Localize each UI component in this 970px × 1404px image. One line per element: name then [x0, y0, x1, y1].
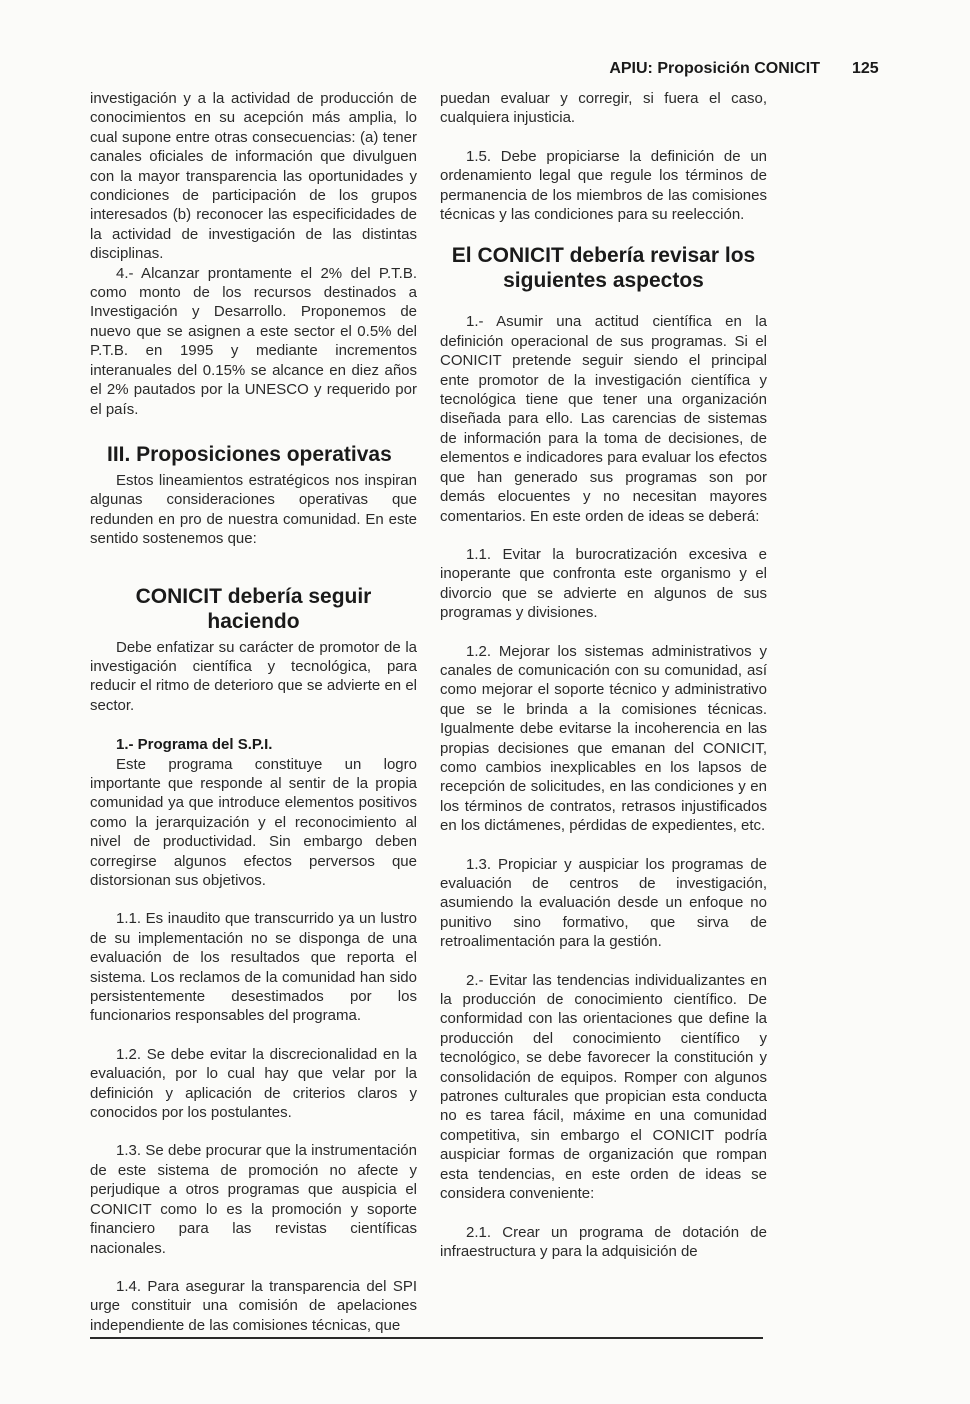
left-column: [90, 89, 417, 1335]
subsection-heading: CONICIT debería seguir haciendo: [135, 584, 372, 633]
paragraph: 1.5. Debe propiciarse la definición de un ordenamiento legal que regule los términos de permanencia de los miembros de las comisiones técnicas y las condiciones para su reelección.: [440, 147, 767, 224]
paragraph: 1.1. Evitar la burocratización excesiva e inoperante que confronta este organismo y el divorcio que se advierte en algunos de sus programas y divisiones.: [440, 545, 767, 622]
paragraph: 1.2. Mejorar los sistemas administrativos y canales de comunicación con su comunidad, así como mejorar el soporte técnico y administrativo que se le brinda a la comisiones técnicas. Igualmente debe evitarse la incoherencia en las propias decisiones que emanan del CONICIT, como cambios inexplicables en los lapsos de recepción de solicitudes, en las condiciones y en los términos de contratos, retrasos injustificados en los dictámenes, pérdidas de expedientes, etc.: [440, 642, 767, 835]
footer-rule: [90, 1337, 763, 1339]
paragraph: investigación y a la actividad de producción de conocimientos en su acepción más amplia, lo cual supone entre otras consecuencias: (a) tener canales oficiales de información que divulguen con la mayor transparencia las oportunidades y condiciones de participación de los grupos interesados (b) reconocer las especificidades de la actividad de investigación de las distintas disciplinas.: [90, 90, 417, 263]
right-column: [440, 89, 767, 1261]
paragraph: 4.- Alcanzar prontamente el 2% del P.T.B. como monto de los recursos destinados a Investigación y Desarrollo. Proponemos de nuevo que se asignen a este sector el 0.5% del P.T.B. en 1995 y mediante incrementos interanuales del 0.15% se alcance en diez años el 2% pautados por la UNESCO y requerido por el país.: [90, 264, 417, 418]
paragraph: 1.- Asumir una actitud científica en la definición operacional de sus programas. Si el CONICIT pretende seguir siendo el principal ente promotor de la investigación científica y tecnológica tiene que tener una organización diseñada para ello. Las carencias de sistemas de información para la toma de decisiones, de elementos e indicadores para evaluar los efectos que han generado sus programas son por demás elocuentes y no necesitan mayores comentarios. En este orden de ideas se deberá:: [440, 313, 767, 525]
subsection-heading: El CONICIT debería revisar los siguientes aspectos: [451, 244, 756, 293]
paragraph: Este programa constituye un logro importante que responde al sentir de la propia comunidad ya que introduce elementos positivos como la jerarquización y el reconocimiento al nivel de productividad. Sin embargo deben corregirse algunos efectos perversos que distorsionan sus objetivos.: [90, 755, 417, 889]
paragraph: 1.2. Se debe evitar la discrecionalidad en la evaluación, por lo cual hay que velar por la definición y aplicación de criterios claros y conocidos por los postulantes.: [90, 1045, 417, 1122]
paragraph: 1.3. Se debe procurar que la instrumentación de este sistema de promoción no afecte y perjudique a otros programas que auspicia el CONICIT como lo es la promoción y soporte financiero para las revistas científicas nacionales.: [90, 1142, 417, 1257]
running-header-title: APIU: Proposición CONICIT: [609, 60, 820, 77]
paragraph: 1.1. Es inaudito que transcurrido ya un lustro de su implementación no se disponga de una evaluación de los resultados que reporta el sistema. Los reclamos de la comunidad han sido persistentemente desestimados por los funcionarios responsables del programa.: [90, 910, 417, 1025]
paragraph: 2.1. Crear un programa de dotación de infraestructura y para la adquisición de: [440, 1223, 767, 1260]
program-heading: 1.- Programa del S.P.I.: [116, 736, 273, 754]
paragraph: 1.3. Propiciar y auspiciar los programas de evaluación de centros de investigación, asumiendo la evaluación desde un enfoque no punitivo sino formativo, que sirva de retroalimentación para la gestión.: [440, 855, 767, 951]
page-number: 125: [852, 60, 879, 77]
section-heading: III. Proposiciones operativas: [107, 442, 392, 466]
paragraph: puedan evaluar y corregir, si fuera el caso, cualquiera injusticia.: [440, 90, 767, 127]
paragraph: Estos lineamientos estratégicos nos inspiran algunas consideraciones operativas que redunden en pro de nuestra comunidad. En este sentido sostenemos que:: [90, 471, 417, 548]
paragraph: 2.- Evitar las tendencias individualizantes en la producción de conocimiento científico. De conformidad con las orientaciones que define la producción del conocimiento científico y tecnológico, se debe favorecer la constitución y consolidación de equipos. Romper con algunos patrones culturales que propician esta conducta no es tarea fácil, máxime en una comunidad competitiva, sin embargo el CONICIT podría auspiciar formas de organización que rompan esta tendencias, en este orden de ideas se considera conveniente:: [440, 971, 767, 1203]
paragraph: Debe enfatizar su carácter de promotor de la investigación científica y tecnológica, para reducir el ritmo de deterioro que se advierte en el sector.: [90, 638, 417, 714]
paragraph: 1.4. Para asegurar la transparencia del SPI urge constituir una comisión de apelaciones independiente de las comisiones técnicas, que: [90, 1277, 417, 1334]
